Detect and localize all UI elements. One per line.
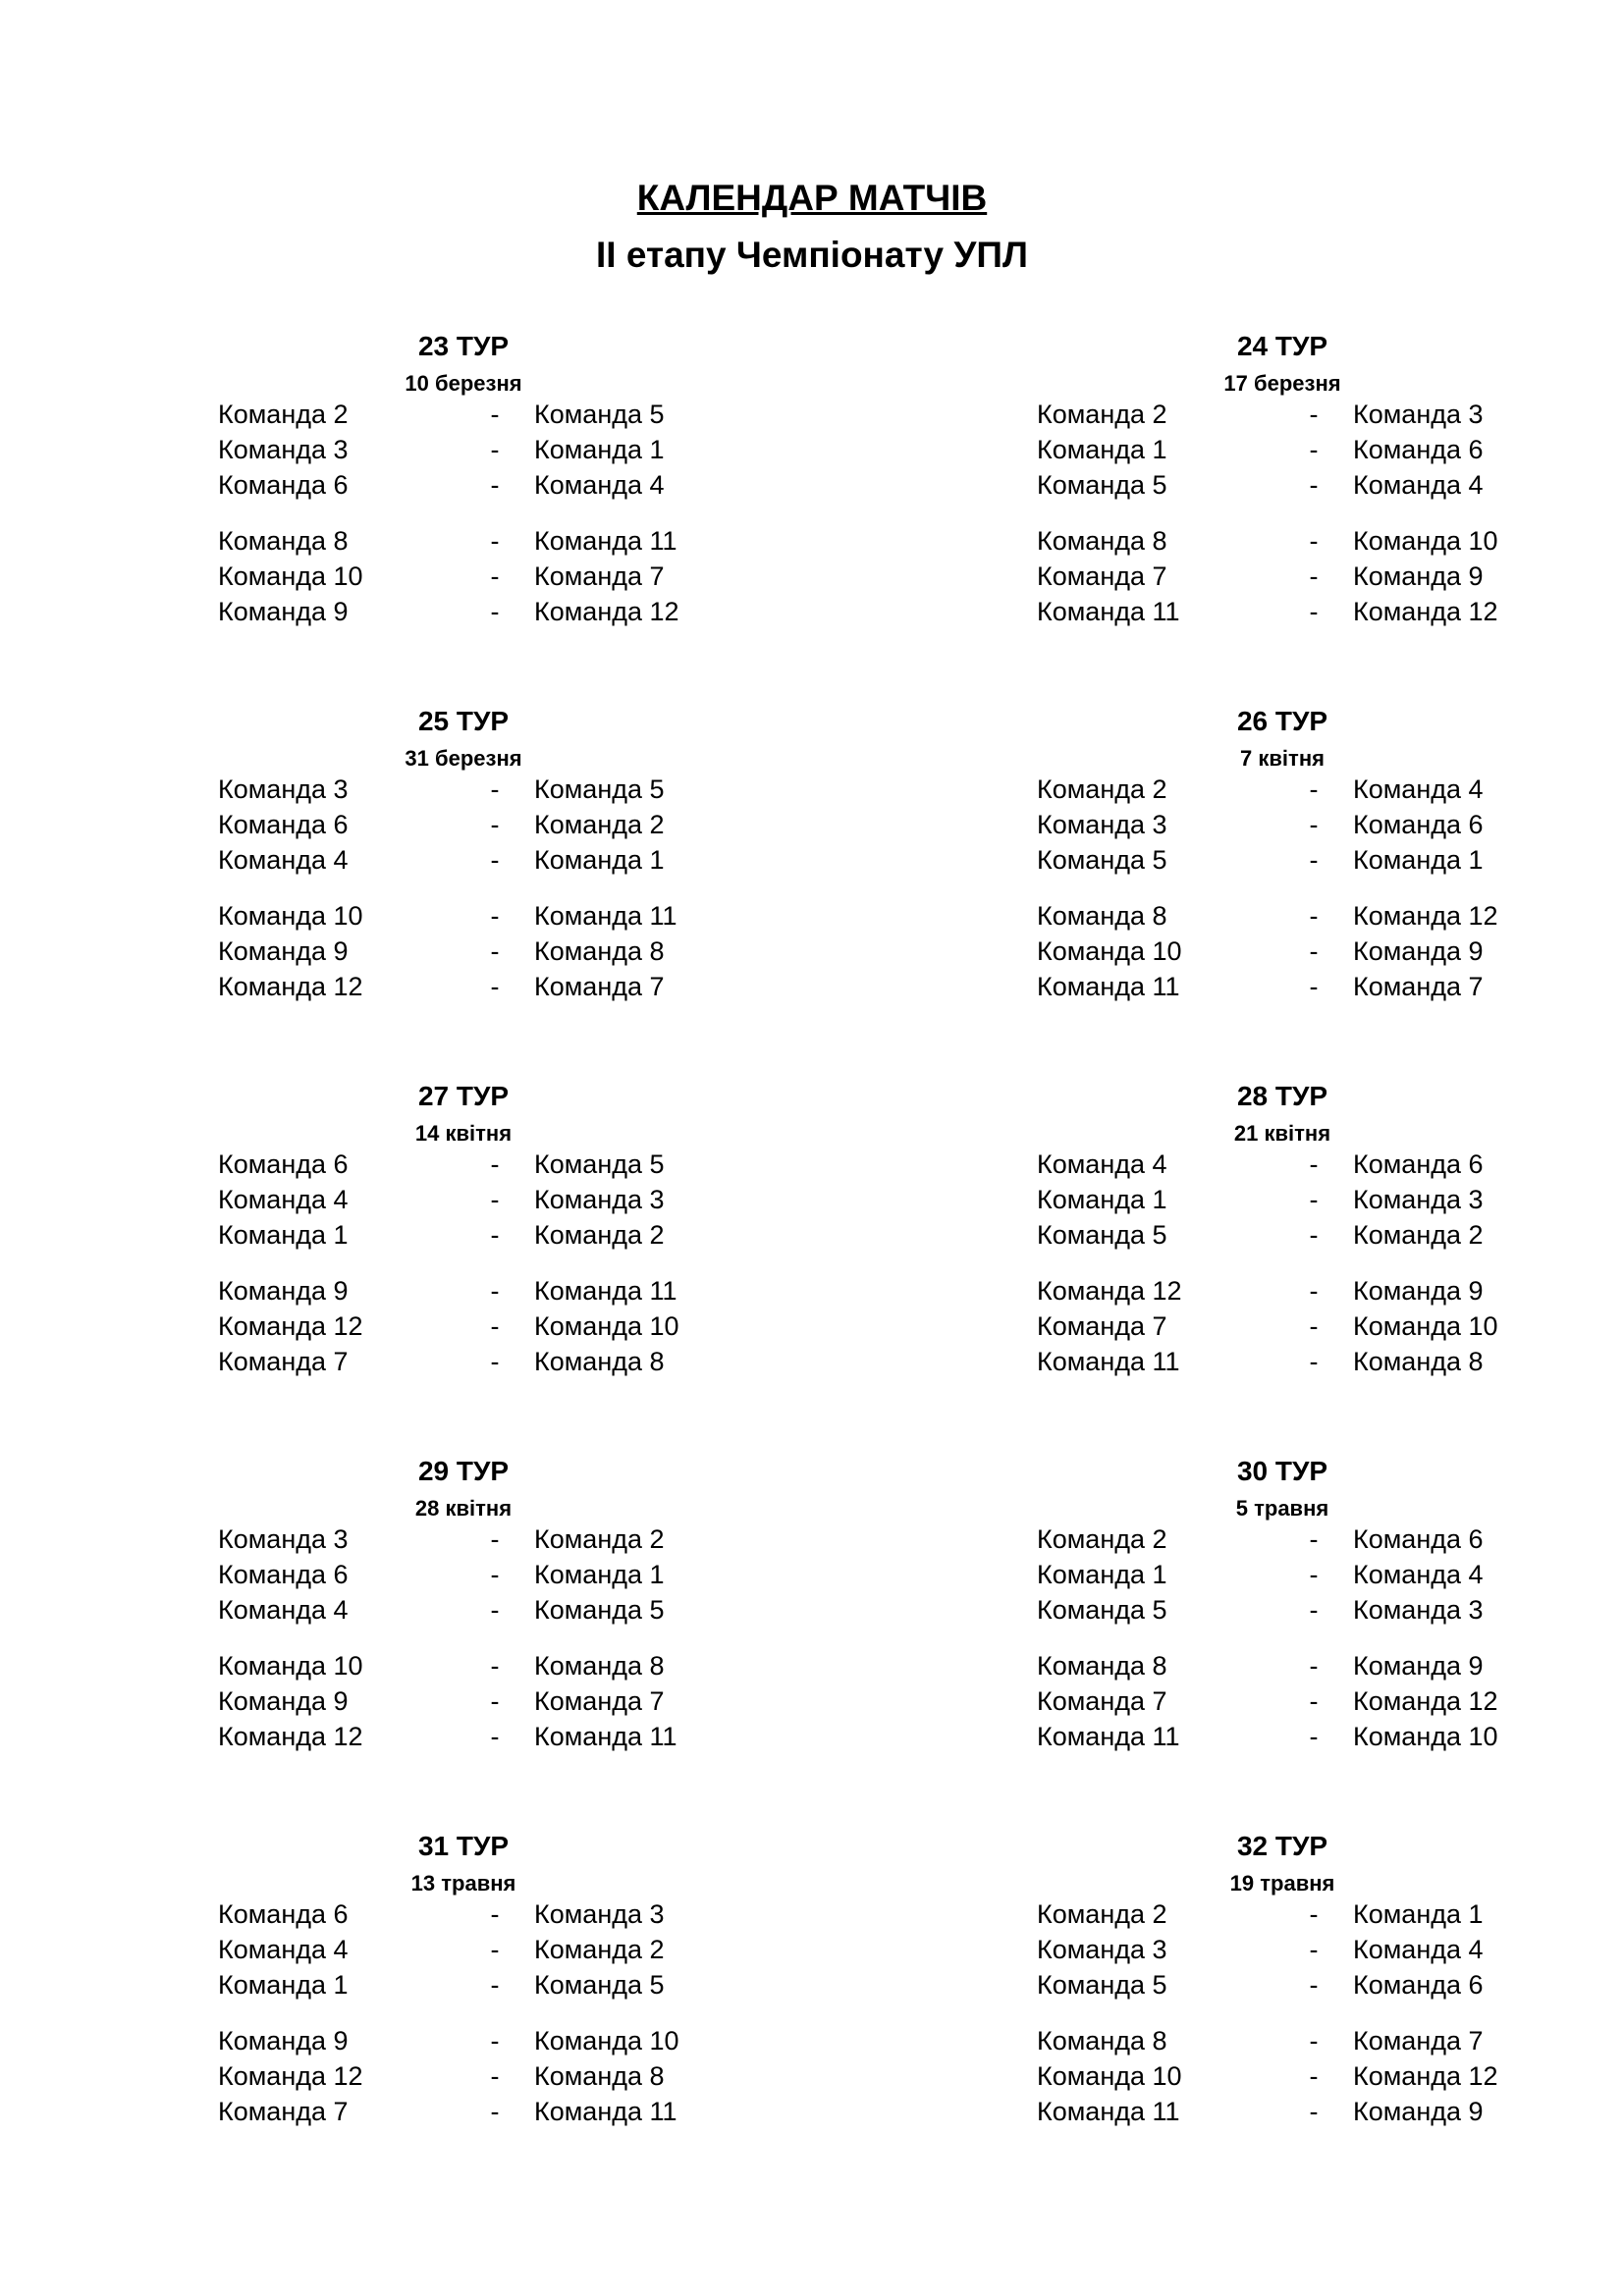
home-team: Команда 1	[218, 1970, 349, 2000]
away-team: Команда 6	[1353, 810, 1484, 839]
round-date: 21 квітня	[1233, 1121, 1331, 1146]
away-team: Команда 11	[534, 526, 677, 556]
round-label: 23 ТУР	[417, 331, 510, 361]
away-team: Команда 7	[1353, 2026, 1484, 2056]
home-team: Команда 4	[218, 845, 349, 875]
match-row	[1037, 594, 1624, 629]
match-row	[1037, 2023, 1624, 2058]
round-block	[1037, 705, 1624, 1029]
match-row	[1037, 1147, 1624, 1182]
round-block	[218, 1455, 964, 1779]
match-row	[218, 1522, 964, 1557]
match-row	[218, 1273, 964, 1308]
away-team: Команда 10	[1353, 526, 1498, 556]
match-separator: -	[1309, 1347, 1319, 1376]
match-separator: -	[490, 774, 500, 804]
round-block	[218, 705, 964, 1029]
away-team: Команда 10	[1353, 1722, 1498, 1751]
away-team: Команда 8	[534, 936, 665, 966]
away-team: Команда 6	[1353, 1970, 1484, 2000]
away-team: Команда 5	[534, 1149, 665, 1179]
match-row	[1037, 898, 1624, 934]
home-team: Команда 12	[1037, 1276, 1182, 1306]
match-separator: -	[1309, 1220, 1319, 1250]
match-separator: -	[490, 526, 500, 556]
match-row	[1037, 1217, 1624, 1253]
match-separator: -	[490, 1311, 500, 1341]
match-row	[1037, 1896, 1624, 1932]
home-team: Команда 8	[1037, 1651, 1167, 1681]
match-separator: -	[490, 400, 500, 429]
match-separator: -	[1309, 1595, 1319, 1625]
home-team: Команда 2	[1037, 1524, 1167, 1554]
page-title: КАЛЕНДАР МАТЧІВ	[636, 178, 988, 218]
round-label: 24 ТУР	[1236, 331, 1328, 361]
match-row	[218, 969, 964, 1004]
away-team: Команда 8	[1353, 1347, 1484, 1376]
round-label: 30 ТУР	[1236, 1456, 1328, 1486]
home-team: Команда 12	[218, 972, 363, 1001]
away-team: Команда 6	[1353, 1524, 1484, 1554]
home-team: Команда 10	[218, 561, 363, 591]
away-team: Команда 2	[1353, 1220, 1484, 1250]
match-row	[1037, 559, 1624, 594]
match-separator: -	[490, 936, 500, 966]
match-separator: -	[490, 1935, 500, 1964]
match-separator: -	[1309, 1311, 1319, 1341]
match-row	[218, 1896, 964, 1932]
match-separator: -	[1309, 526, 1319, 556]
match-row	[218, 1182, 964, 1217]
match-row	[1037, 1522, 1624, 1557]
home-team: Команда 8	[1037, 901, 1167, 931]
away-team: Команда 3	[534, 1899, 665, 1929]
away-team: Команда 6	[1353, 435, 1484, 464]
match-row	[1037, 969, 1624, 1004]
match-row	[1037, 1557, 1624, 1592]
round-label: 27 ТУР	[417, 1081, 510, 1111]
away-team: Команда 4	[1353, 774, 1484, 804]
away-team: Команда 2	[534, 810, 665, 839]
match-separator: -	[1309, 1651, 1319, 1681]
match-row	[218, 594, 964, 629]
away-team: Команда 7	[534, 1686, 665, 1716]
match-row	[218, 1648, 964, 1683]
match-row	[1037, 432, 1624, 467]
away-team: Команда 2	[534, 1220, 665, 1250]
match-list	[218, 397, 964, 629]
home-team: Команда 9	[218, 936, 349, 966]
match-separator: -	[1309, 1935, 1319, 1964]
round-block	[1037, 1455, 1624, 1779]
match-row	[1037, 523, 1624, 559]
match-separator: -	[490, 1686, 500, 1716]
home-team: Команда 2	[1037, 1899, 1167, 1929]
match-list	[1037, 1896, 1624, 2129]
away-team: Команда 10	[534, 2026, 679, 2056]
match-row	[1037, 772, 1624, 807]
away-team: Команда 9	[1353, 2097, 1484, 2126]
match-separator: -	[490, 470, 500, 500]
away-team: Команда 3	[1353, 1595, 1484, 1625]
home-team: Команда 4	[1037, 1149, 1167, 1179]
home-team: Команда 2	[1037, 774, 1167, 804]
match-row	[218, 807, 964, 842]
home-team: Команда 7	[1037, 1686, 1167, 1716]
match-row	[1037, 1967, 1624, 2002]
match-separator: -	[1309, 1686, 1319, 1716]
away-team: Команда 7	[534, 972, 665, 1001]
match-list	[1037, 772, 1624, 1004]
match-row	[1037, 1273, 1624, 1308]
away-team: Команда 9	[1353, 1651, 1484, 1681]
match-separator: -	[1309, 561, 1319, 591]
home-team: Команда 4	[218, 1185, 349, 1214]
away-team: Команда 7	[534, 561, 665, 591]
home-team: Команда 5	[1037, 1220, 1167, 1250]
away-team: Команда 3	[534, 1185, 665, 1214]
away-team: Команда 5	[534, 400, 665, 429]
match-separator: -	[1309, 435, 1319, 464]
match-row	[1037, 1182, 1624, 1217]
match-separator: -	[490, 1970, 500, 2000]
round-date: 19 травня	[1229, 1871, 1335, 1896]
match-separator: -	[490, 2061, 500, 2091]
round-date: 14 квітня	[414, 1121, 513, 1146]
match-separator: -	[490, 810, 500, 839]
home-team: Команда 7	[218, 1347, 349, 1376]
home-team: Команда 11	[1037, 1347, 1180, 1376]
home-team: Команда 10	[218, 1651, 363, 1681]
match-row	[218, 397, 964, 432]
round-label: 26 ТУР	[1236, 706, 1328, 736]
away-team: Команда 8	[534, 1651, 665, 1681]
home-team: Команда 4	[218, 1935, 349, 1964]
match-row	[1037, 2058, 1624, 2094]
match-separator: -	[1309, 1149, 1319, 1179]
home-team: Команда 10	[1037, 2061, 1182, 2091]
away-team: Команда 3	[1353, 400, 1484, 429]
match-separator: -	[1309, 1560, 1319, 1589]
match-row	[218, 1344, 964, 1379]
home-team: Команда 1	[1037, 1560, 1167, 1589]
away-team: Команда 5	[534, 1595, 665, 1625]
home-team: Команда 6	[218, 1149, 349, 1179]
match-separator: -	[1309, 1970, 1319, 2000]
home-team: Команда 10	[1037, 936, 1182, 966]
match-separator: -	[490, 972, 500, 1001]
match-row	[1037, 842, 1624, 878]
match-row	[218, 1557, 964, 1592]
home-team: Команда 8	[1037, 2026, 1167, 2056]
away-team: Команда 9	[1353, 936, 1484, 966]
away-team: Команда 11	[534, 2097, 677, 2126]
away-team: Команда 9	[1353, 1276, 1484, 1306]
home-team: Команда 3	[218, 774, 349, 804]
match-row	[1037, 1592, 1624, 1628]
home-team: Команда 6	[218, 1560, 349, 1589]
match-row	[1037, 397, 1624, 432]
home-team: Команда 9	[218, 597, 349, 626]
home-team: Команда 9	[218, 1686, 349, 1716]
away-team: Команда 11	[534, 1722, 677, 1751]
home-team: Команда 4	[218, 1595, 349, 1625]
match-row	[1037, 467, 1624, 503]
away-team: Команда 11	[534, 901, 677, 931]
match-row	[218, 523, 964, 559]
home-team: Команда 3	[218, 435, 349, 464]
match-row	[218, 2094, 964, 2129]
round-date: 13 травня	[410, 1871, 516, 1896]
match-separator: -	[490, 1185, 500, 1214]
match-separator: -	[1309, 1185, 1319, 1214]
away-team: Команда 11	[534, 1276, 677, 1306]
away-team: Команда 1	[534, 845, 665, 875]
match-separator: -	[490, 561, 500, 591]
round-date: 7 квітня	[1240, 746, 1325, 771]
match-separator: -	[1309, 1524, 1319, 1554]
home-team: Команда 7	[218, 2097, 349, 2126]
home-team: Команда 11	[1037, 597, 1180, 626]
match-separator: -	[490, 901, 500, 931]
match-row	[218, 2023, 964, 2058]
away-team: Команда 2	[534, 1524, 665, 1554]
home-team: Команда 5	[1037, 845, 1167, 875]
home-team: Команда 11	[1037, 1722, 1180, 1751]
round-date: 17 березня	[1223, 371, 1341, 396]
away-team: Команда 7	[1353, 972, 1484, 1001]
home-team: Команда 6	[218, 1899, 349, 1929]
match-separator: -	[490, 1149, 500, 1179]
match-separator: -	[1309, 597, 1319, 626]
home-team: Команда 9	[218, 1276, 349, 1306]
match-row	[218, 1308, 964, 1344]
round-block	[1037, 1830, 1624, 2154]
home-team: Команда 1	[218, 1220, 349, 1250]
home-team: Команда 1	[1037, 435, 1167, 464]
match-row	[1037, 807, 1624, 842]
away-team: Команда 4	[1353, 1560, 1484, 1589]
match-separator: -	[1309, 1722, 1319, 1751]
match-row	[218, 559, 964, 594]
match-separator: -	[490, 1560, 500, 1589]
match-separator: -	[490, 1347, 500, 1376]
match-list	[218, 1896, 964, 2129]
away-team: Команда 12	[1353, 901, 1498, 931]
away-team: Команда 12	[1353, 597, 1498, 626]
home-team: Команда 3	[218, 1524, 349, 1554]
home-team: Команда 11	[1037, 972, 1180, 1001]
round-label: 28 ТУР	[1236, 1081, 1328, 1111]
match-row	[218, 842, 964, 878]
match-separator: -	[1309, 972, 1319, 1001]
match-separator: -	[1309, 2026, 1319, 2056]
match-row	[218, 1592, 964, 1628]
match-separator: -	[1309, 810, 1319, 839]
home-team: Команда 5	[1037, 1595, 1167, 1625]
away-team: Команда 1	[1353, 845, 1484, 875]
home-team: Команда 6	[218, 470, 349, 500]
match-separator: -	[490, 1220, 500, 1250]
match-list	[218, 772, 964, 1004]
round-label: 31 ТУР	[417, 1831, 510, 1861]
match-separator: -	[490, 597, 500, 626]
match-separator: -	[1309, 2061, 1319, 2091]
match-separator: -	[490, 1276, 500, 1306]
match-row	[218, 2058, 964, 2094]
match-separator: -	[490, 845, 500, 875]
round-label: 32 ТУР	[1236, 1831, 1328, 1861]
round-label: 29 ТУР	[417, 1456, 510, 1486]
match-row	[218, 1719, 964, 1754]
match-row	[218, 1967, 964, 2002]
round-block	[218, 1080, 964, 1404]
match-separator: -	[490, 1595, 500, 1625]
away-team: Команда 1	[1353, 1899, 1484, 1929]
away-team: Команда 8	[534, 2061, 665, 2091]
round-date: 31 березня	[405, 746, 522, 771]
match-separator: -	[1309, 1276, 1319, 1306]
match-list	[1037, 1147, 1624, 1379]
round-date: 5 травня	[1235, 1496, 1329, 1521]
match-separator: -	[1309, 774, 1319, 804]
match-row	[1037, 1344, 1624, 1379]
match-separator: -	[490, 2097, 500, 2126]
match-separator: -	[490, 435, 500, 464]
away-team: Команда 3	[1353, 1185, 1484, 1214]
match-row	[1037, 1719, 1624, 1754]
match-separator: -	[1309, 901, 1319, 931]
round-date: 10 березня	[405, 371, 522, 396]
home-team: Команда 7	[1037, 561, 1167, 591]
away-team: Команда 12	[534, 597, 679, 626]
away-team: Команда 1	[534, 1560, 665, 1589]
round-block	[218, 1830, 964, 2154]
match-row	[1037, 2094, 1624, 2129]
match-row	[218, 432, 964, 467]
away-team: Команда 5	[534, 774, 665, 804]
match-list	[218, 1147, 964, 1379]
match-separator: -	[1309, 845, 1319, 875]
match-separator: -	[490, 1899, 500, 1929]
away-team: Команда 6	[1353, 1149, 1484, 1179]
match-row	[218, 1217, 964, 1253]
home-team: Команда 10	[218, 901, 363, 931]
round-block	[1037, 1080, 1624, 1404]
match-separator: -	[1309, 470, 1319, 500]
home-team: Команда 1	[1037, 1185, 1167, 1214]
away-team: Команда 4	[534, 470, 665, 500]
match-separator: -	[1309, 2097, 1319, 2126]
home-team: Команда 12	[218, 1722, 363, 1751]
match-list	[1037, 1522, 1624, 1754]
match-row	[218, 934, 964, 969]
match-separator: -	[490, 1722, 500, 1751]
home-team: Команда 8	[218, 526, 349, 556]
match-row	[1037, 934, 1624, 969]
away-team: Команда 4	[1353, 1935, 1484, 1964]
match-row	[218, 1147, 964, 1182]
away-team: Команда 1	[534, 435, 665, 464]
home-team: Команда 7	[1037, 1311, 1167, 1341]
page-subtitle: ІІ етапу Чемпіонату УПЛ	[596, 235, 1028, 275]
round-label: 25 ТУР	[417, 706, 510, 736]
home-team: Команда 5	[1037, 470, 1167, 500]
round-block	[218, 330, 964, 654]
home-team: Команда 12	[218, 1311, 363, 1341]
match-row	[218, 1932, 964, 1967]
match-list	[218, 1522, 964, 1754]
match-separator: -	[1309, 1899, 1319, 1929]
match-row	[1037, 1308, 1624, 1344]
home-team: Команда 2	[1037, 400, 1167, 429]
match-row	[1037, 1683, 1624, 1719]
match-row	[218, 898, 964, 934]
match-separator: -	[490, 1524, 500, 1554]
home-team: Команда 3	[1037, 810, 1167, 839]
match-row	[1037, 1648, 1624, 1683]
home-team: Команда 6	[218, 810, 349, 839]
away-team: Команда 12	[1353, 1686, 1498, 1716]
away-team: Команда 10	[1353, 1311, 1498, 1341]
home-team: Команда 9	[218, 2026, 349, 2056]
match-row	[1037, 1932, 1624, 1967]
match-separator: -	[490, 2026, 500, 2056]
away-team: Команда 12	[1353, 2061, 1498, 2091]
match-row	[218, 772, 964, 807]
match-list	[1037, 397, 1624, 629]
home-team: Команда 11	[1037, 2097, 1180, 2126]
home-team: Команда 3	[1037, 1935, 1167, 1964]
match-separator: -	[1309, 936, 1319, 966]
home-team: Команда 12	[218, 2061, 363, 2091]
match-row	[218, 467, 964, 503]
round-block	[1037, 330, 1624, 654]
match-row	[218, 1683, 964, 1719]
away-team: Команда 5	[534, 1970, 665, 2000]
away-team: Команда 9	[1353, 561, 1484, 591]
match-separator: -	[1309, 400, 1319, 429]
round-date: 28 квітня	[414, 1496, 513, 1521]
home-team: Команда 2	[218, 400, 349, 429]
away-team: Команда 2	[534, 1935, 665, 1964]
away-team: Команда 4	[1353, 470, 1484, 500]
away-team: Команда 10	[534, 1311, 679, 1341]
away-team: Команда 8	[534, 1347, 665, 1376]
match-separator: -	[490, 1651, 500, 1681]
home-team: Команда 5	[1037, 1970, 1167, 2000]
home-team: Команда 8	[1037, 526, 1167, 556]
